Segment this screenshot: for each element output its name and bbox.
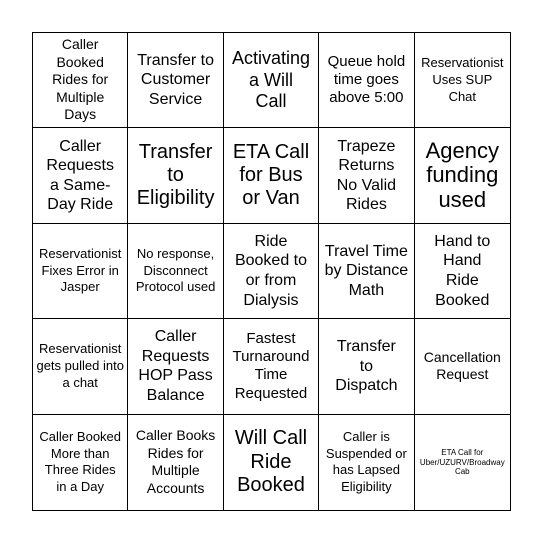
bingo-cell[interactable] [224,319,319,414]
cell-text: Caller Requests HOP Pass Balance [138,328,213,404]
bingo-cell[interactable] [415,33,510,128]
bingo-cell[interactable] [415,128,510,223]
cell-text: Caller Booked More than Three Rides in a Day [39,429,122,494]
bingo-cell[interactable] [224,128,319,223]
cell-text: Queue hold time goes above 5:00 [327,52,406,107]
cell-text: ETA Call for Uber/UZURV/Broadway Cab [419,447,505,477]
bingo-cell[interactable] [319,33,414,128]
cell-text: Transfer to Eligibility [136,140,215,210]
bingo-cell[interactable] [224,224,319,319]
bingo-cell[interactable] [319,128,414,223]
cell-text: Reservationist Fixes Error in Jasper [39,246,122,295]
bingo-cell[interactable] [415,224,510,319]
cell-text: Will Call Ride Booked [234,427,308,496]
bingo-cell[interactable] [415,415,510,510]
cell-text: Travel Time by Distance Math [324,242,409,299]
bingo-cell[interactable] [33,319,128,414]
cell-text: Trapeze Returns No Valid Rides [336,137,397,214]
cell-text: Transfer to Dispatch [335,338,398,395]
bingo-cell[interactable] [224,33,319,128]
cell-text: Caller Requests a Same-Day Ride [46,137,114,214]
cell-text: Activating a Will Call [231,48,311,111]
bingo-cell[interactable] [33,224,128,319]
cell-text: Agency funding used [425,137,499,212]
cell-text: Fastest Turnaround Time Requested [232,329,310,402]
bingo-cell[interactable] [319,415,414,510]
bingo-cell[interactable] [128,224,223,319]
cell-text: Caller Books Rides for Multiple Accounts [135,427,216,496]
cell-text: No response, Disconnect Protocol used [135,246,216,295]
bingo-cell[interactable] [128,415,223,510]
bingo-cell[interactable] [128,128,223,223]
cell-text: Transfer to Customer Service [137,51,214,108]
cell-text: Ride Booked to or from Dialysis [234,232,308,309]
bingo-cell[interactable] [415,319,510,414]
bingo-cell[interactable] [33,33,128,128]
bingo-cell[interactable] [319,319,414,414]
cell-text: Cancellation Request [423,348,501,383]
cell-text: Reservationist gets pulled into a chat [36,341,124,390]
bingo-cell[interactable] [128,33,223,128]
bingo-cell[interactable] [33,128,128,223]
bingo-cell[interactable] [33,415,128,510]
bingo-cell[interactable] [224,415,319,510]
bingo-board [32,32,511,511]
cell-text: Caller Booked Rides for Multiple Days [52,36,109,123]
cell-text: Hand to Hand Ride Booked [434,232,491,309]
cell-text: Reservationist Uses SUP Chat [421,55,504,104]
cell-text: ETA Call for Bus or Van [232,140,310,210]
cell-text: Caller is Suspended or has Lapsed Eligibility [325,429,407,494]
bingo-cell[interactable] [128,319,223,414]
bingo-cell[interactable] [319,224,414,319]
